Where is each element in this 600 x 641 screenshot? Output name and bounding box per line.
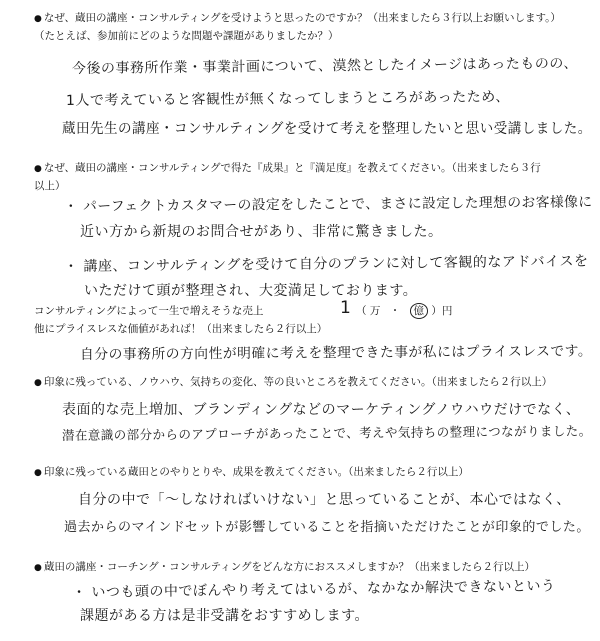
question-5	[34, 464, 594, 482]
answer-1-line-1: 今後の事務所作業・事業計画について、漠然としたイメージはあったものの、	[71, 55, 578, 77]
paren-open: （	[356, 305, 367, 317]
income-amount: 1	[340, 298, 352, 318]
question-3-line-1: 他にプライスレスな価値があれば！（出来ましたら２行以上）	[34, 323, 328, 335]
bullet: ●	[34, 563, 42, 573]
answer-5-line-2: 過去からのマインドセットが影響していることを指摘いただけたことが印象的でした。	[64, 520, 590, 535]
question-2	[34, 160, 594, 195]
answer-2-line-4: いただけて頭が整理され、大変満足しております。	[84, 283, 418, 299]
answer-3-line-1: 自分の事務所の方向性が明確に考えを整理できた事が私にはプライスレスです。	[79, 343, 593, 363]
paren-close-yen: ）円	[431, 305, 453, 317]
bullet: ●	[34, 14, 42, 24]
bullet: ●	[34, 378, 42, 388]
answer-2-line-1: ・ パーフェクトカスタマーの設定をしたことで、まさに設定した理想のお客様像に	[63, 194, 593, 215]
answer-6-line-1: ・ いつも頭の中でぼんやり考えてはいるが、なかなか解決できないという	[71, 578, 556, 601]
answer-1-line-2: 1人で考えていると客観性が無くなってしまうところがあったため、	[65, 89, 510, 109]
question-6-line-1: 蔵田の講座・コーチング・コンサルティングをどんな方におススメしますか？（出来ましたら２行以上）	[43, 561, 536, 573]
question-4-line-1: 印象に残っている、ノウハウ、気持ちの変化、等の良いところを教えてください。（出来ましたら２行以上）	[43, 376, 553, 388]
question-1-line-1: なぜ、蔵田の講座・コンサルティングを受けようと思ったのですか？（出来ましたら３行以上お願いします。）	[43, 12, 561, 24]
answer-4-line-2: 潜在意識の部分からのアプローチがあったことで、考えや気持ちの整理につながりました。	[61, 424, 592, 444]
question-5-line-1: 印象に残っている蔵田とのやりとりや、成果を教えてください。（出来ましたら２行以上）	[43, 466, 469, 478]
answer-1-line-3: 蔵田先生の講座・コンサルティングを受けて考えを整理したいと思い受講しました。	[62, 121, 592, 137]
unit-oku-circled: 億	[410, 303, 429, 319]
answer-4-line-1: 表面的な売上増加、ブランディングなどのマーケティングノウハウだけでなく、	[62, 402, 581, 418]
answer-2-line-3: ・ 講座、コンサルティングを受けて自分のプランに対して客観的なアドバイスを	[63, 253, 589, 275]
question-3	[34, 321, 594, 338]
income-unit-selector	[356, 303, 452, 319]
answer-6-line-2: 課題がある方は是非受講をおすすめします。	[80, 608, 370, 624]
question-2-line-2: 以上）	[34, 180, 66, 192]
bullet: ●	[34, 164, 42, 174]
answer-2-line-2: 近い方から新規のお問合せがあり、非常に驚きました。	[80, 224, 443, 240]
bullet: ●	[34, 468, 42, 478]
answer-5-line-1: 自分の中で「〜しなければいけない」と思っていることが、本心ではなく、	[78, 492, 571, 508]
question-6	[34, 559, 594, 577]
income-label: コンサルティングによって一生で増えそうな売上	[34, 305, 264, 317]
question-4	[34, 374, 594, 392]
question-2-line-1: なぜ、蔵田の講座・コンサルティングで得た『成果』と『満足度』を教えてください。（出来ましたら３行	[43, 162, 541, 174]
unit-man: 万	[369, 305, 381, 317]
question-1	[34, 10, 594, 45]
question-1-line-2: （たとえば、参加前にどのような問題や課題がありましたか？）	[34, 30, 339, 42]
unit-dot: ・	[389, 305, 401, 317]
